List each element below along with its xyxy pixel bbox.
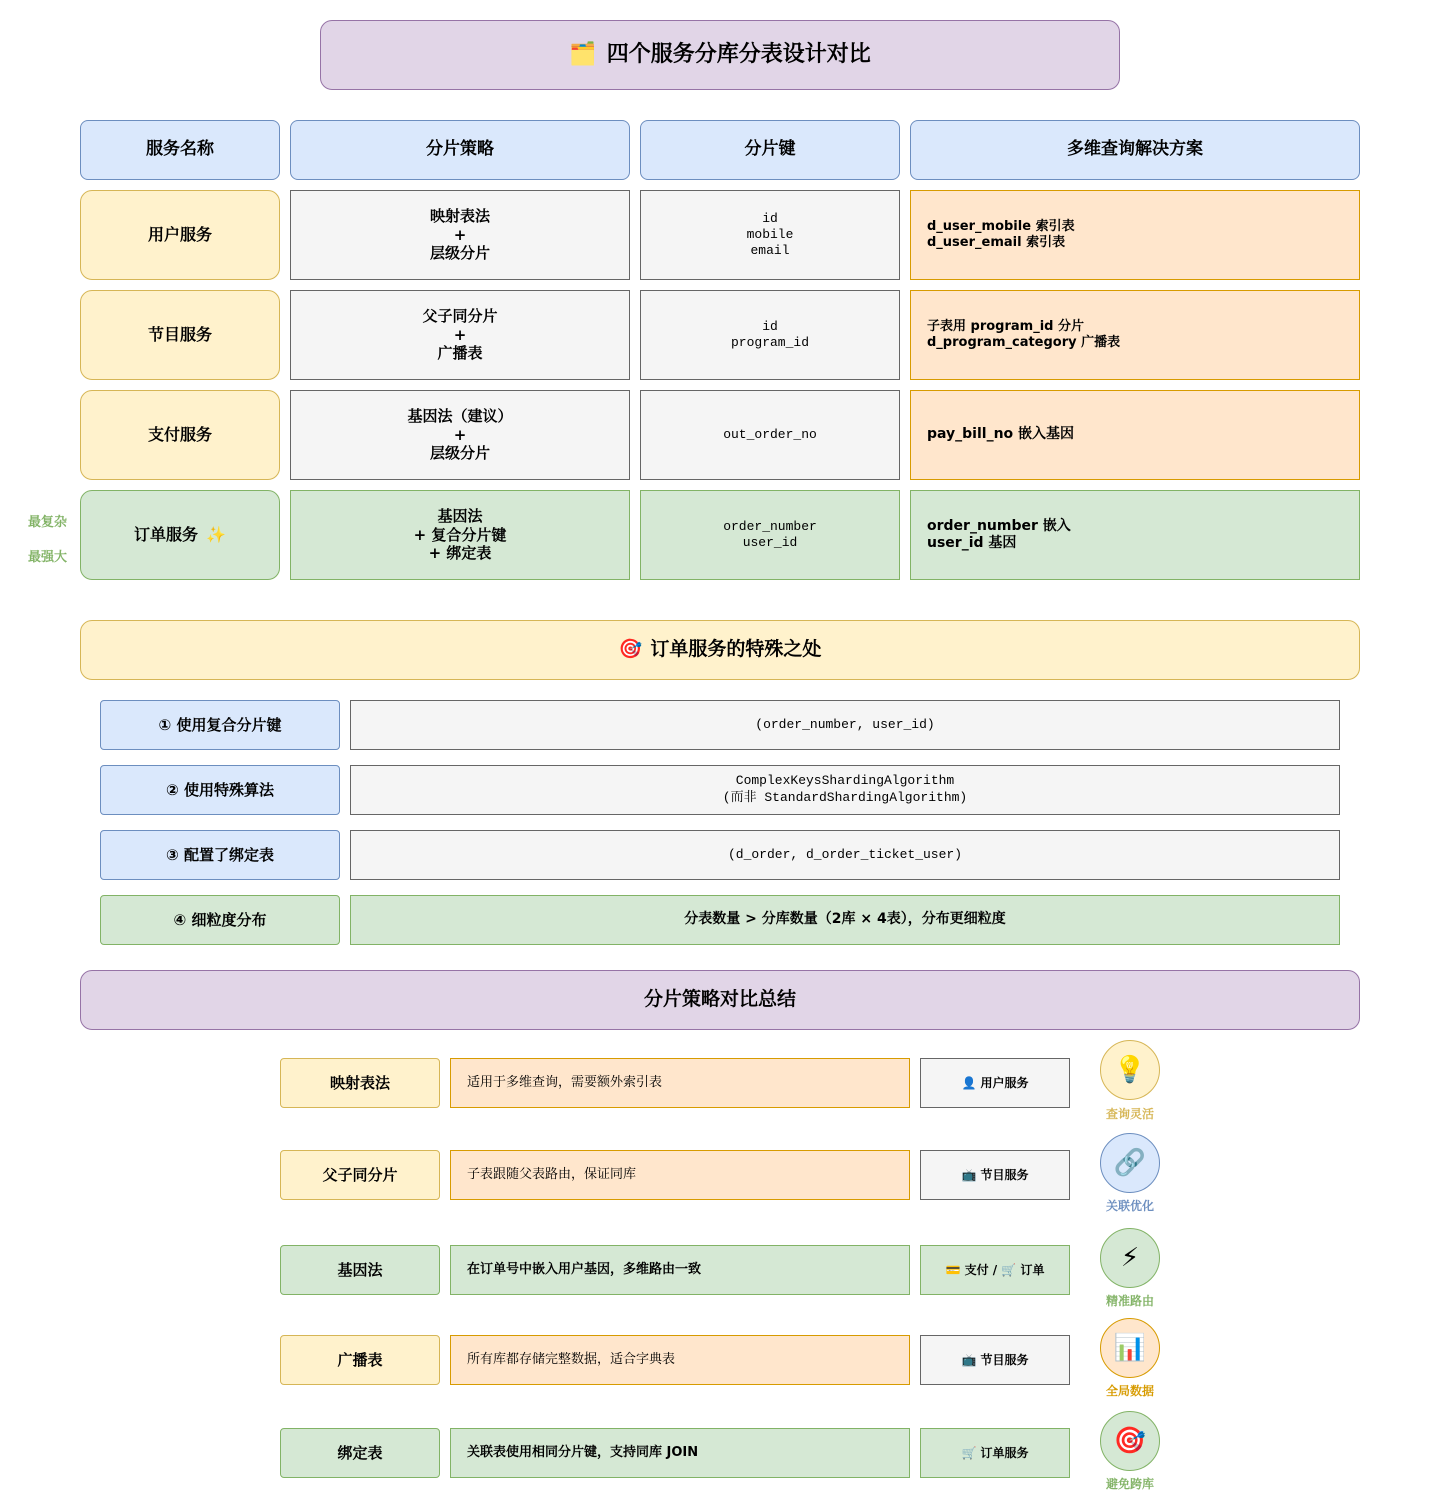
special-value-line: 分表数量 > 分库数量（2库 × 4表），分布更细粒度 [684,911,1006,928]
special-value-line: (而非 StandardShardingAlgorithm) [722,790,968,805]
strategy-line: + [453,425,467,444]
special-value-granularity [350,895,1340,945]
strategy-line: + [453,225,467,244]
bar-chart-icon: 📊 [1100,1318,1160,1378]
key-line: id [762,318,778,334]
folder-icon: 🗂️ [569,42,597,68]
header-solution: 多维查询解决方案 [910,120,1360,180]
header-service: 服务名称 [80,120,280,180]
summary-name-broadcast: 广播表 [280,1335,440,1385]
service-name: 用户服务 [147,225,212,244]
summary-name-gene: 基因法 [280,1245,440,1295]
solution-line: pay_bill_no 嵌入基因 [927,426,1075,443]
service-cell-pay [80,390,280,480]
special-value-binding-table [350,830,1340,880]
special-value-composite-key [350,700,1340,750]
badge-label: 查询灵活 [1105,1107,1154,1121]
service-cell-order [80,490,280,580]
solution-line: order_number 嵌入 [927,517,1071,534]
summary-service-parent-child: 📺 节目服务 [920,1150,1070,1200]
solution-line: 子表用 program_id 分片 [927,318,1084,334]
summary-service-gene: 💳 支付 / 🛒 订单 [920,1245,1070,1295]
link-icon: 🔗 [1100,1133,1160,1193]
solution-cell-user [910,190,1360,280]
special-label-granularity: ④ 细粒度分布 [100,895,340,945]
summary-service-binding: 🛒 订单服务 [920,1428,1070,1478]
summary-desc-binding: 关联表使用相同分片键，支持同库 JOIN [450,1428,910,1478]
key-line: program_id [730,335,809,350]
summary-name-mapping: 映射表法 [280,1058,440,1108]
special-title-text: 订单服务的特殊之处 [650,638,822,661]
strategy-line: 广播表 [437,344,483,363]
page-title [320,20,1120,90]
target-icon: 🎯 [618,638,643,661]
key-line: email [750,243,790,259]
side-note-powerful: 最强大 [28,550,68,565]
service-name: 支付服务 [147,425,212,444]
strategy-line: 父子同分片 [422,306,498,325]
strategy-line: 基因法 [437,506,483,525]
special-value-line: (order_number, user_id) [755,716,935,732]
summary-desc-broadcast: 所有库都存储完整数据，适合字典表 [450,1335,910,1385]
summary-service-mapping: 👤 用户服务 [920,1058,1070,1108]
service-name: 订单服务 [134,525,199,544]
strategy-line: + [453,325,467,344]
badge-label: 精准路由 [1105,1294,1154,1308]
key-cell-order [640,490,900,580]
service-cell-user [80,190,280,280]
summary-name-parent-child: 父子同分片 [280,1150,440,1200]
strategy-cell-order [290,490,630,580]
summary-service-broadcast: 📺 节目服务 [920,1335,1070,1385]
solution-cell-program [910,290,1360,380]
strategy-line: 基因法（建议） [407,406,513,425]
summary-desc-mapping: 适用于多维查询，需要额外索引表 [450,1058,910,1108]
strategy-line: 层级分片 [429,444,490,463]
badge-label: 全局数据 [1105,1384,1154,1398]
header-key: 分片键 [640,120,900,180]
strategy-line: 层级分片 [429,244,490,263]
special-label-composite-key: ① 使用复合分片键 [100,700,340,750]
sparkles-icon: ✨ [206,525,226,544]
key-line: out_order_no [723,426,817,442]
summary-name-binding: 绑定表 [280,1428,440,1478]
service-cell-program [80,290,280,380]
special-value-line: ComplexKeysShardingAlgorithm [735,773,955,789]
solution-cell-order [910,490,1360,580]
target-icon: 🎯 [1100,1411,1160,1471]
special-label-binding-table: ③ 配置了绑定表 [100,830,340,880]
badge-label: 避免跨库 [1105,1477,1154,1491]
special-label-algorithm: ② 使用特殊算法 [100,765,340,815]
header-strategy: 分片策略 [290,120,630,180]
solution-cell-pay [910,390,1360,480]
key-line: order_number [723,518,817,534]
lightning-icon: ⚡ [1100,1228,1160,1288]
special-section-title [80,620,1360,680]
strategy-cell-pay [290,390,630,480]
key-cell-pay [640,390,900,480]
solution-line: d_user_email 索引表 [927,235,1066,250]
solution-line: user_id 基因 [927,535,1017,551]
key-line: mobile [746,226,794,242]
badge-label: 关联优化 [1105,1199,1154,1213]
lightbulb-icon: 💡 [1100,1040,1160,1100]
special-value-line: (d_order, d_order_ticket_user) [727,846,963,862]
side-note-complex: 最复杂 [28,515,68,530]
solution-line: d_user_mobile 索引表 [927,218,1075,234]
summary-section-title: 分片策略对比总结 [80,970,1360,1030]
strategy-line: + 绑定表 [428,544,492,563]
page-title-text: 四个服务分库分表设计对比 [606,42,871,68]
strategy-cell-program [290,290,630,380]
key-line: id [762,210,778,226]
strategy-line: 映射表法 [429,206,490,225]
strategy-line: + 复合分片键 [413,525,507,544]
key-cell-user [640,190,900,280]
strategy-cell-user [290,190,630,280]
key-line: user_id [742,535,798,550]
solution-line: d_program_category 广播表 [927,335,1121,350]
key-cell-program [640,290,900,380]
summary-desc-gene: 在订单号中嵌入用户基因，多维路由一致 [450,1245,910,1295]
summary-desc-parent-child: 子表跟随父表路由，保证同库 [450,1150,910,1200]
special-value-algorithm [350,765,1340,815]
service-name: 节目服务 [147,325,212,344]
